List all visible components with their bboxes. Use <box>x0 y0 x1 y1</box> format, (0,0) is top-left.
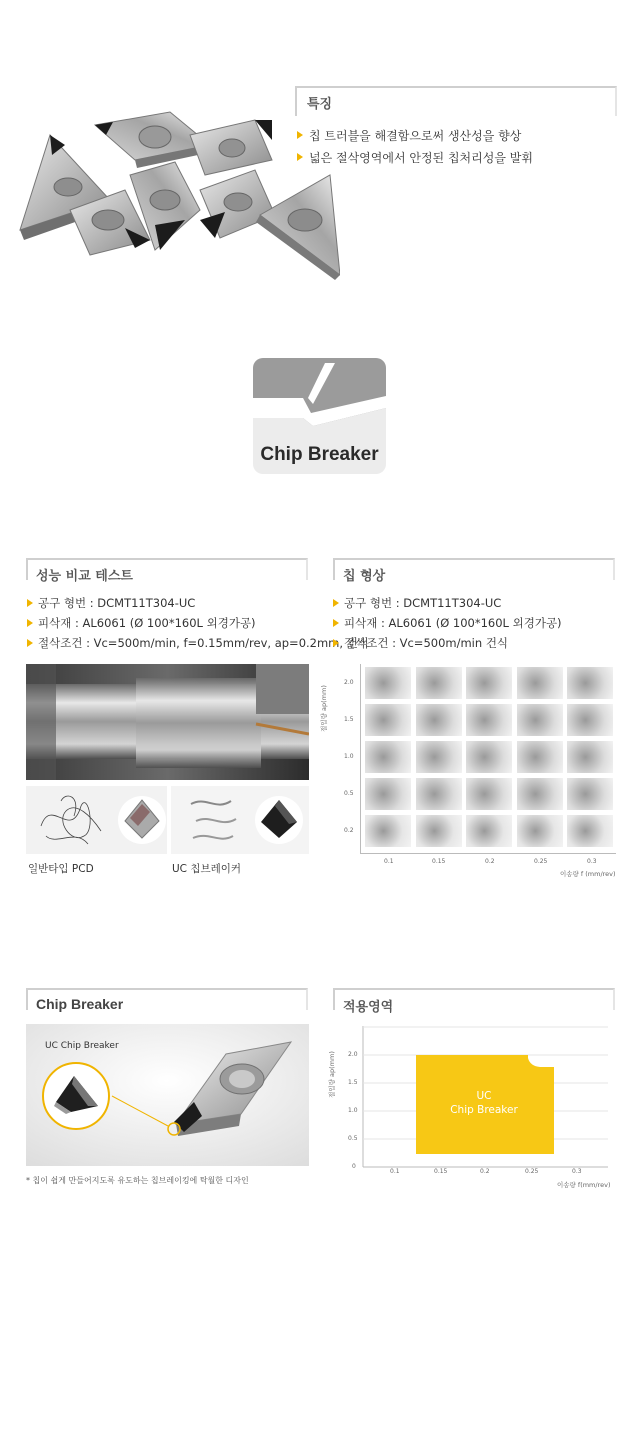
app-y-tick: 1.0 <box>348 1107 358 1114</box>
uc-area-label-line2: Chip Breaker <box>450 1104 518 1116</box>
chip-breaker-icon <box>253 358 386 438</box>
chip-x-tick: 0.25 <box>534 858 548 865</box>
chip-shape-y-label: 절입량 ap(mm) <box>319 685 328 732</box>
app-x-tick: 0.1 <box>390 1168 400 1175</box>
chip-breaker-inset-label: UC Chip Breaker <box>45 1041 119 1051</box>
application-x-label: 이송량 f(mm/rev) <box>557 1181 611 1189</box>
chip-y-tick: 0.2 <box>344 827 354 834</box>
bullet-icon <box>27 599 33 607</box>
chip-shape-spec-1 <box>333 595 501 611</box>
badge-label: Chip Breaker <box>260 444 379 465</box>
performance-title: 성능 비교 테스트 <box>36 569 133 584</box>
chip-sample-photo <box>567 741 613 773</box>
bullet-icon <box>27 619 33 627</box>
performance-spec-3 <box>27 635 369 651</box>
app-x-tick: 0.25 <box>525 1168 539 1175</box>
chip-sample-photo <box>567 778 613 810</box>
chip-sample-photo <box>416 704 462 736</box>
spec-text: 피삭재 : AL6061 (Ø 100*160L 외경가공) <box>38 616 256 630</box>
app-y-tick: 0.5 <box>348 1135 358 1142</box>
chip-sample-photo <box>567 704 613 736</box>
caption-standard-pcd: 일반타입 PCD <box>28 863 94 875</box>
app-x-tick: 0.3 <box>572 1168 582 1175</box>
spec-text: 피삭재 : AL6061 (Ø 100*160L 외경가공) <box>344 616 562 630</box>
app-y-tick: 0 <box>352 1163 356 1170</box>
chip-sample-photo <box>466 741 512 773</box>
chip-sample-photo <box>466 704 512 736</box>
chip-sample-photo <box>517 741 563 773</box>
chip-sample-photo <box>517 704 563 736</box>
chip-sample-photo <box>567 667 613 699</box>
chip-sample-photo <box>517 815 563 847</box>
chip-shape-spec-3 <box>333 635 508 651</box>
uc-area-label-line1: UC <box>476 1090 492 1102</box>
chip-x-tick: 0.3 <box>587 858 597 865</box>
features-title: 특징 <box>307 97 333 112</box>
bullet-icon <box>27 639 33 647</box>
chip-sample-photo <box>466 815 512 847</box>
chip-sample-photo <box>517 667 563 699</box>
chip-sample-photo <box>416 815 462 847</box>
chip-x-tick: 0.2 <box>485 858 495 865</box>
feature-item-text: 칩 트러블을 해결함으로써 생산성을 향상 <box>309 129 522 143</box>
chip-shape-x-label: 이송량 f (mm/rev) <box>560 870 616 878</box>
bullet-icon <box>333 639 339 647</box>
performance-spec-2 <box>27 615 256 631</box>
chip-y-tick: 0.5 <box>344 790 354 797</box>
app-x-tick: 0.15 <box>434 1168 448 1175</box>
chip-shape-y-axis <box>319 664 340 854</box>
chip-breaker-note: * 칩이 쉽게 만들어지도록 유도하는 칩브레이킹에 탁월한 디자인 <box>26 1176 249 1185</box>
chip-sample-photo <box>416 667 462 699</box>
chip-sample-photo <box>365 815 411 847</box>
app-y-tick: 1.5 <box>348 1079 358 1086</box>
application-y-axis <box>327 1040 342 1110</box>
spec-text: 공구 형번 : DCMT11T304-UC <box>344 596 502 610</box>
app-y-tick: 2.0 <box>348 1051 358 1058</box>
chip-shape-grid <box>360 664 616 854</box>
chip-shape-spec-2 <box>333 615 562 631</box>
chip-y-tick: 1.0 <box>344 753 354 760</box>
chip-sample-photo <box>466 778 512 810</box>
application-title: 적용영역 <box>343 1000 394 1015</box>
feature-item-text: 넓은 절삭영역에서 안정된 칩처리성을 발휘 <box>309 151 533 165</box>
chip-sample-photo <box>416 778 462 810</box>
bullet-icon <box>333 619 339 627</box>
bullet-icon <box>333 599 339 607</box>
chip-sample-photo <box>466 667 512 699</box>
caption-uc-chip-breaker: UC 칩브레이커 <box>172 863 242 875</box>
chip-sample-photo <box>567 815 613 847</box>
chip-breaker-badge <box>253 358 386 474</box>
chip-sample-photo <box>365 667 411 699</box>
spec-text: 절삭조건 : Vc=500m/min 건식 <box>344 636 509 650</box>
spec-text: 절삭조건 : Vc=500m/min, f=0.15mm/rev, ap=0.2mm, 건식 <box>38 636 369 650</box>
uc-chip-breaker-chip-photo <box>171 786 309 854</box>
inserts-product-image <box>10 90 340 290</box>
chip-sample-photo <box>365 704 411 736</box>
chip-shape-title: 칩 형상 <box>343 569 386 584</box>
chip-y-tick: 2.0 <box>344 679 354 686</box>
chip-sample-photo <box>517 778 563 810</box>
lathe-machining-photo <box>26 664 309 780</box>
chip-breaker-title: Chip Breaker <box>36 996 124 1012</box>
application-y-label: 절입량 ap(mm) <box>327 1051 336 1098</box>
chip-x-tick: 0.15 <box>432 858 446 865</box>
chip-y-tick: 1.5 <box>344 716 354 723</box>
standard-pcd-chip-photo <box>26 786 167 854</box>
performance-spec-1 <box>27 595 195 611</box>
features-title-box <box>295 86 617 116</box>
uc-area-label <box>416 1089 552 1117</box>
chip-sample-photo <box>416 741 462 773</box>
app-x-tick: 0.2 <box>480 1168 490 1175</box>
chip-sample-photo <box>365 778 411 810</box>
spec-text: 공구 형번 : DCMT11T304-UC <box>38 596 196 610</box>
chip-x-tick: 0.1 <box>384 858 394 865</box>
chip-sample-photo <box>365 741 411 773</box>
